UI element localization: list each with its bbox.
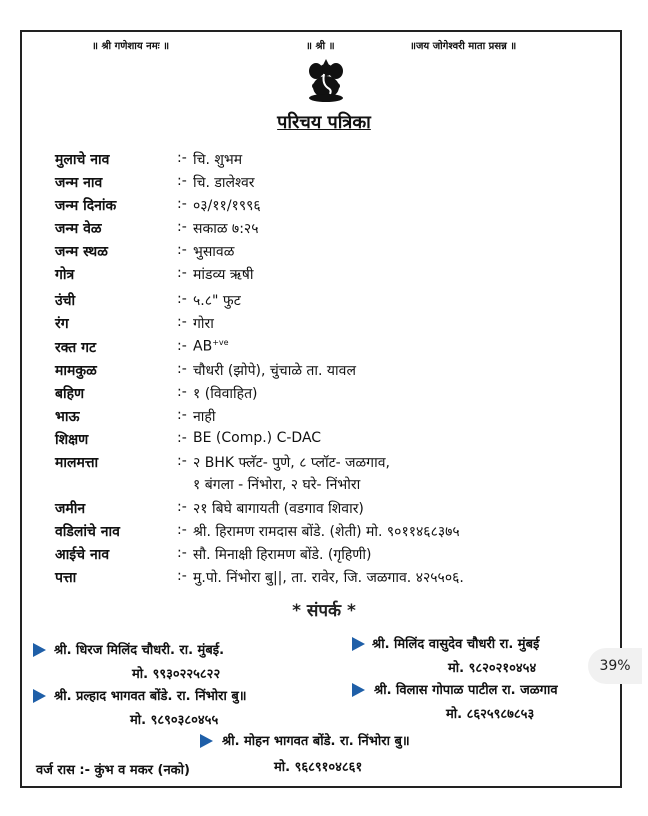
header-center: ॥ श्री ॥ [306,41,335,52]
field-label: जन्म दिनांक [55,198,117,214]
scroll-percent-badge: 39% [588,648,642,684]
field-label: शिक्षण [55,432,89,448]
field-label: रक्त गट [55,340,97,356]
field-value: BE (Comp.) C-DAC [193,430,322,446]
contact-phone: मो. ९६८९१०४८६१ [274,760,363,775]
contact-name: श्री. धिरज मिलिंद चौधरी. रा. मुंबई. [54,643,225,658]
field-value: चि. शुभम [193,152,243,168]
field-label: रंग [55,316,69,332]
field-value: सकाळ ७:२५ [193,221,259,237]
field-label: जमीन [55,501,86,517]
field-label: मालमत्ता [55,455,99,471]
field-value: चि. डालेश्वर [193,175,255,191]
field-separator: :- [177,150,187,166]
arrow-right-icon [352,683,365,697]
field-value: सौ. मिनाक्षी हिरामण बोंडे. (गृहिणी) [193,547,372,563]
page-title: परिचय पत्रिका [277,112,371,133]
field-label: गोत्र [55,267,75,283]
field-value: भुसावळ [193,244,235,260]
ganesha-icon [302,56,350,104]
arrow-right-icon [200,734,213,748]
field-separator: :- [177,242,187,258]
arrow-right-icon [352,637,365,651]
field-label: आईचे नाव [55,547,110,563]
field-separator: :- [177,499,187,515]
field-value: चौधरी (झोपे), चुंचाळे ता. यावल [193,363,356,379]
field-separator: :- [177,545,187,561]
contact-phone: मो. ८६२५९८७८५३ [446,707,535,722]
field-value: १ (विवाहित) [193,386,258,402]
field-separator: :- [177,196,187,212]
field-value: मु.पो. निंभोरा बु||, ता. रावेर, जि. जळगाव. ४२५५०६. [193,570,464,586]
field-separator: :- [177,338,187,354]
arrow-right-icon [33,643,46,657]
field-separator: :- [177,384,187,400]
field-separator: :- [177,430,187,446]
field-value [193,338,229,355]
field-value: ५.८" फुट [193,293,241,309]
field-value: ०३/११/१९९६ [193,198,261,214]
blood-group-rh: +ve [212,338,229,347]
contacts-heading: * संपर्क * [292,601,356,621]
field-label: जन्म स्थळ [55,244,108,260]
field-value: २१ बिघे बागायती (वडगाव शिवार) [193,501,364,517]
field-separator: :- [177,265,187,281]
header-left: ॥ श्री गणेशाय नमः ॥ [92,41,170,52]
field-label: जन्म नाव [55,175,103,191]
field-separator: :- [177,568,187,584]
contact-name: श्री. मिलिंद वासुदेव चौधरी रा. मुंबई [372,637,540,652]
contact-phone: मो. ९८२०२१०४५४ [448,661,537,676]
contact-phone: मो. ९८९०३८०४५५ [130,713,219,728]
header-right: ॥जय जोगेश्वरी माता प्रसन्न ॥ [410,41,517,52]
field-separator: :- [177,173,187,189]
contact-phone: मो. ९९३०२२५८२२ [132,667,221,682]
field-label: पत्ता [55,570,77,586]
contact-name: श्री. विलास गोपाळ पाटील रा. जळगाव [374,683,558,698]
field-separator: :- [177,522,187,538]
field-separator: :- [177,314,187,330]
field-label: मुलाचे नाव [55,152,110,168]
field-label: भाऊ [55,409,80,425]
field-value: नाही [193,409,216,425]
field-property-line2: १ बंगला - निंभोरा, २ घरे- निंभोरा [193,477,361,493]
field-value: मांडव्य ऋषी [193,267,254,283]
field-label: उंची [55,293,76,309]
field-label: जन्म वेळ [55,221,102,237]
field-separator: :- [177,291,187,307]
arrow-right-icon [33,689,46,703]
contact-name: श्री. प्रल्हाद भागवत बोंडे. रा. निंभोरा बु॥ [54,689,247,704]
field-label: मामकुळ [55,363,97,379]
blood-group-value: AB [193,338,213,355]
field-value: २ BHK फ्लॅट- पुणे, ८ प्लॉट- जळगाव, [193,455,390,471]
field-value: गोरा [193,316,214,332]
field-label: वडिलांचे नाव [55,524,120,540]
field-separator: :- [177,361,187,377]
field-value: श्री. हिरामण रामदास बोंडे. (शेती) मो. ९०११४६८३७५ [193,524,460,540]
field-separator: :- [177,407,187,423]
footer-note: वर्ज रास :- कुंभ व मकर (नको) [36,763,190,778]
contact-name: श्री. मोहन भागवत बोंडे. रा. निंभोरा बु॥ [222,734,410,749]
field-separator: :- [177,219,187,235]
field-separator: :- [177,453,187,469]
field-label: बहिण [55,386,85,402]
